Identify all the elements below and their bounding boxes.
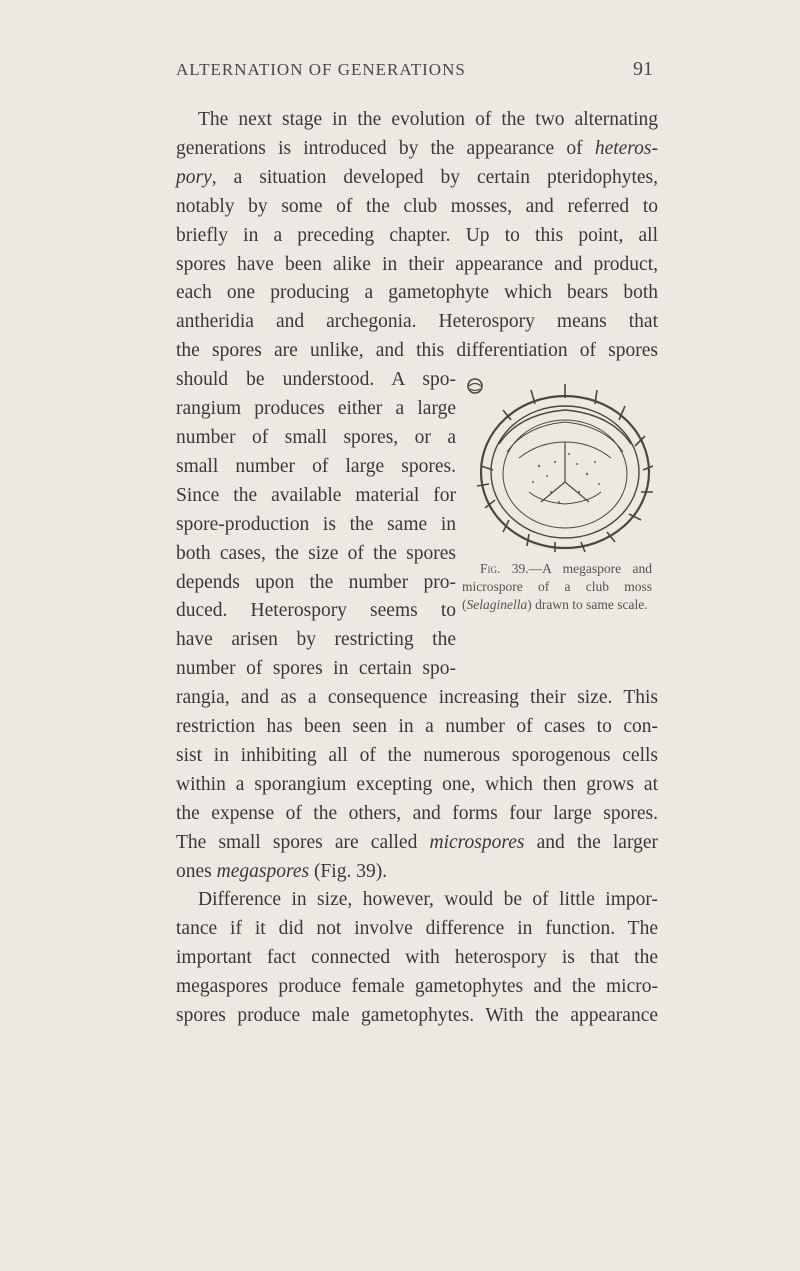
megaspore-texture [532, 453, 600, 503]
text-line: number of small spores, or a [176, 426, 456, 448]
text-line: the spores are unlike, and this differentiation of spores [176, 340, 658, 362]
text-line: the expense of the others, and forms four large spores. [176, 802, 658, 824]
text-line: Difference in size, however, would be of little impor- [198, 889, 658, 911]
paragraph-2 [176, 886, 658, 1031]
figure-caption [462, 560, 652, 614]
text-line: antheridia and archegonia. Heterospory means that [176, 311, 658, 333]
page-number: 91 [633, 58, 653, 80]
caption-text: —A megaspore and microspore of a club moss ( [462, 561, 652, 613]
microspore-drawing [468, 379, 482, 393]
text-line: spores produce male gametophytes. With the appearance [176, 1005, 658, 1027]
text-line: spores have been alike in their appearance and product, [176, 253, 658, 275]
text-line: important fact connected with heterospory is that the [176, 947, 658, 969]
megaspore-drawing [477, 384, 653, 552]
paragraph-1-top [176, 106, 658, 366]
text-line: ones megaspores (Fig. 39). [176, 860, 388, 882]
paragraph-1-narrow [176, 366, 456, 684]
text-line: depends upon the number pro- [176, 571, 456, 593]
text-line: rangium produces either a large [176, 398, 456, 420]
text-line: notably by some of the club mosses, and referred to [176, 195, 658, 217]
text-line: generations is introduced by the appearance of heteros- [176, 137, 658, 159]
text-line: should be understood. A spo- [176, 369, 456, 391]
text-line: restriction has been seen in a number of cases to con- [176, 716, 658, 738]
text-line: Since the available material for [176, 484, 456, 506]
text-line: small number of large spores. [176, 455, 456, 477]
text-line: sist in inhibiting all of the numerous sporogenous cells [176, 744, 658, 766]
text-line: rangia, and as a consequence increasing their size. This [176, 687, 658, 709]
caption-text-end: ) drawn to same scale. [527, 597, 648, 613]
text-line: The small spores are called microspores and the larger [176, 831, 659, 853]
paragraph-1-bottom [176, 684, 658, 886]
caption-genus: Selaginella [466, 597, 528, 613]
text-line: megaspores produce female gametophytes and the micro- [176, 976, 658, 998]
megaspore-microspore-illustration [459, 374, 655, 554]
caption-lead: Fig. 39. [480, 561, 529, 577]
text-line: pory, a situation developed by certain pteridophytes, [176, 166, 658, 188]
body-text [176, 106, 658, 1031]
text-line: briefly in a preceding chapter. Up to this point, all [176, 224, 658, 246]
text-line: both cases, the size of the spores [176, 542, 456, 564]
text-line: The next stage in the evolution of the two alternating [198, 109, 658, 130]
text-line: tance if it did not involve difference in function. The [176, 918, 658, 940]
text-line: have arisen by restricting the [176, 629, 456, 651]
figure-wrap-block [176, 366, 658, 684]
text-line: spore-production is the same in [176, 513, 456, 535]
text-line: number of spores in certain spo- [176, 658, 456, 680]
text-line: within a sporangium excepting one, which then grows at [176, 773, 658, 795]
running-title: ALTERNATION OF GENERATIONS [176, 60, 466, 79]
text-line: duced. Heterospory seems to [176, 600, 456, 622]
text-line: each one producing a gametophyte which bears both [176, 282, 658, 304]
figure-39 [456, 366, 658, 684]
